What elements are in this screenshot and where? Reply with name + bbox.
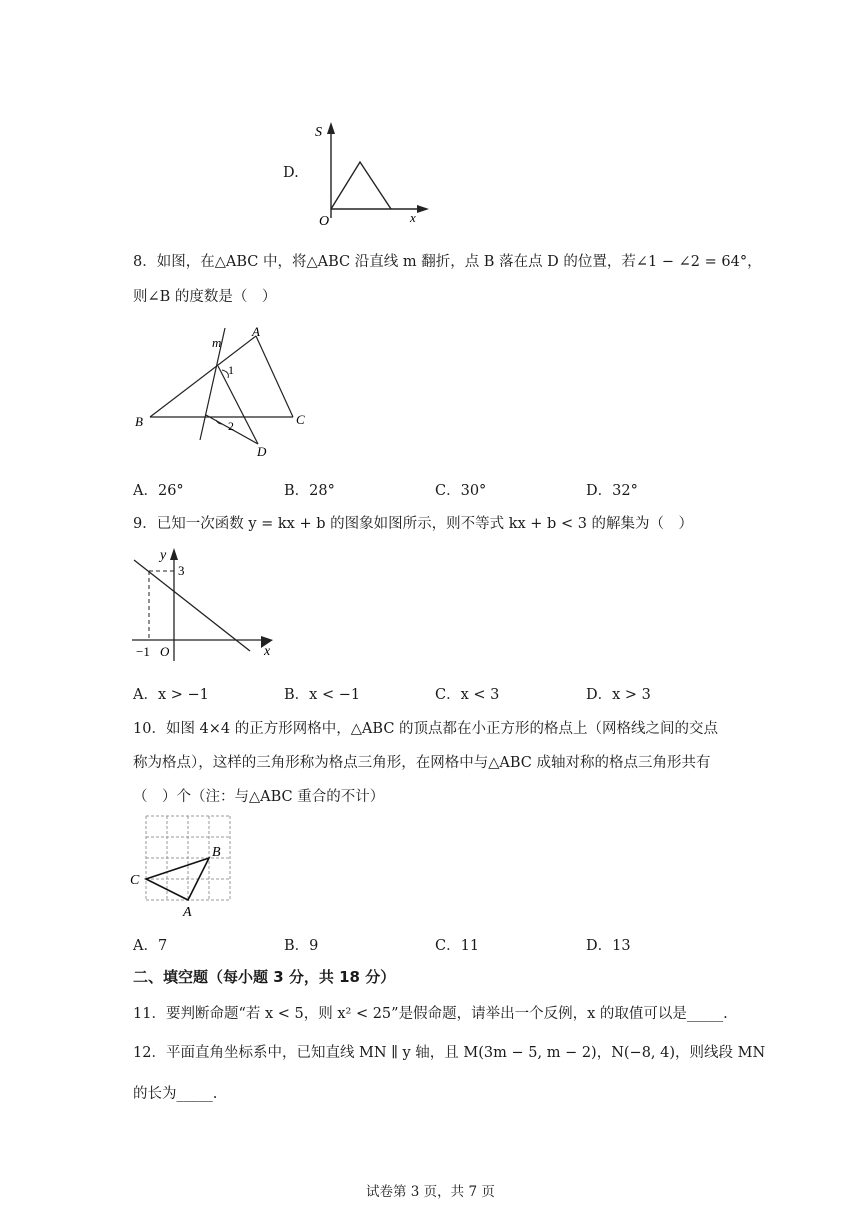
- q8-angle-2-label: 2: [228, 419, 234, 433]
- q8-option-d[interactable]: D．32°: [586, 483, 638, 499]
- q10-option-b[interactable]: B．9: [284, 938, 319, 954]
- q8-line-1: 8．如图，在△ABC 中，将△ABC 沿直线 m 翻折，点 B 落在点 D 的位置，若∠1 − ∠2 = 64°，: [133, 254, 762, 270]
- q9-option-a[interactable]: A．x > −1: [133, 687, 209, 703]
- q10-c-label: C: [130, 873, 140, 888]
- q7-origin-label: O: [319, 214, 330, 229]
- page-footer: 试卷第 3 页，共 7 页: [366, 1184, 495, 1200]
- q11-line-1: 11．要判断命题“若 x < 5，则 x² < 25”是假命题，请举出一个反例，x 的取值可以是_____.: [133, 1006, 728, 1022]
- q8-a-label: A: [252, 324, 260, 339]
- q9-three-label: 3: [178, 563, 185, 578]
- q10-option-a[interactable]: A．7: [133, 938, 168, 954]
- q7-x-label: x: [410, 210, 416, 225]
- q10-option-d[interactable]: D．13: [586, 938, 631, 954]
- q10-line-1: 10．如图 4×4 的正方形网格中，△ABC 的顶点都在小正方形的格点上（网格线之间的交点: [133, 721, 719, 737]
- q7-s-label: S: [315, 125, 322, 140]
- q9-option-d[interactable]: D．x > 3: [586, 687, 651, 703]
- q9-y-label: y: [160, 548, 167, 563]
- q10-b-label: B: [212, 845, 221, 860]
- q8-figure: [130, 320, 310, 460]
- q9-neg-one-label: −1: [136, 644, 150, 659]
- q8-option-b[interactable]: B．28°: [284, 483, 335, 499]
- q9-x-label: x: [264, 644, 271, 659]
- q7-figure: [305, 118, 435, 230]
- q8-line-2: 则∠B 的度数是（ ）: [133, 289, 277, 305]
- q8-option-c[interactable]: C．30°: [435, 483, 487, 499]
- q10-option-c[interactable]: C．11: [435, 938, 480, 954]
- section-2-heading: 二、填空题（每小题 3 分，共 18 分）: [133, 968, 396, 986]
- q9-option-c[interactable]: C．x < 3: [435, 687, 500, 703]
- q12-line-1: 12．平面直角坐标系中，已知直线 MN ∥ y 轴，且 M(3m − 5, m − 2)，N(−8, 4)，则线段 MN: [133, 1045, 766, 1061]
- q10-grid-figure: [128, 810, 238, 920]
- q10-line-3: （ ）个（注：与△ABC 重合的不计）: [133, 789, 385, 805]
- q7-option-d-label: D.: [283, 165, 299, 181]
- q9-line-1: 9．已知一次函数 y = kx + b 的图象如图所示，则不等式 kx + b < 3 的解集为（ ）: [133, 516, 694, 532]
- q8-m-label: m: [212, 335, 222, 350]
- q9-origin-label: O: [160, 644, 170, 659]
- q8-c-label: C: [296, 412, 305, 427]
- q8-d-label: D: [257, 444, 267, 459]
- q8-b-label: B: [135, 414, 143, 429]
- q10-a-label: A: [183, 905, 192, 920]
- q9-option-b[interactable]: B．x < −1: [284, 687, 361, 703]
- q9-figure: [128, 543, 283, 665]
- q12-line-2: 的长为_____.: [133, 1086, 218, 1102]
- q8-option-a[interactable]: A．26°: [133, 483, 184, 499]
- q10-line-2: 称为格点），这样的三角形称为格点三角形，在网格中与△ABC 成轴对称的格点三角形共有: [133, 755, 711, 771]
- q8-angle-1-label: 1: [228, 363, 234, 377]
